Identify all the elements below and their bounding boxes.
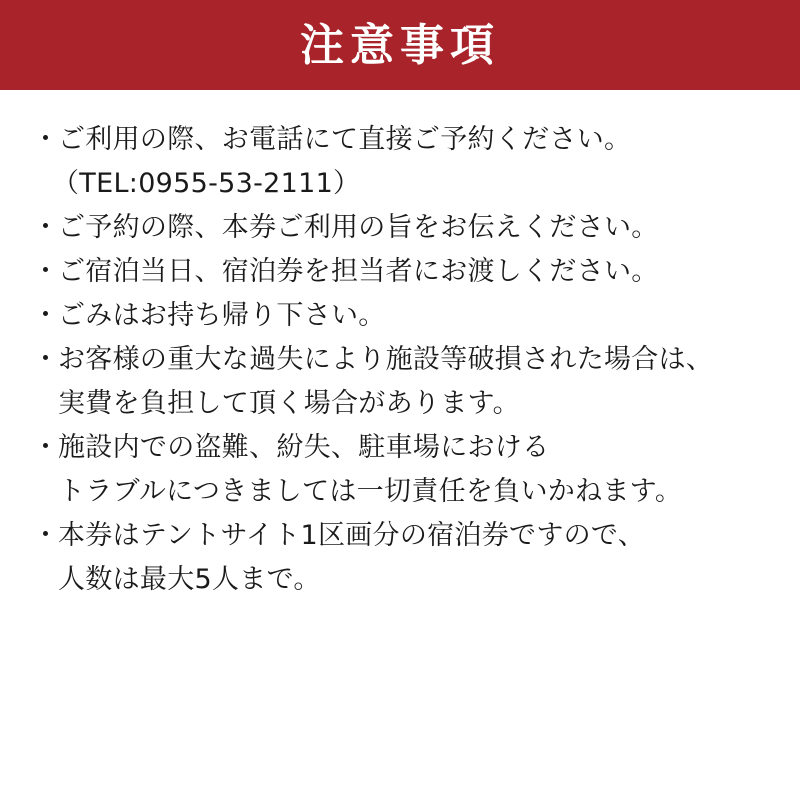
note-item-damage: [0, 338, 800, 426]
note-text: ごみはお持ち帰り下さい。: [58, 300, 386, 331]
note-text: お客様の重大な過失により施設等破損された場合は、: [58, 344, 714, 375]
note-item-hand-over: [0, 250, 800, 294]
note-text: 施設内での盗難、紛失、駐車場における: [58, 432, 550, 463]
note-item-theft: [0, 426, 800, 514]
note-item-reservation-call: [0, 118, 800, 206]
bullet-mark: ・: [32, 256, 59, 287]
bullet-mark: ・: [32, 212, 59, 243]
bullet-mark: ・: [32, 124, 59, 155]
bullet-mark: ・: [32, 520, 59, 551]
note-text: ご利用の際、お電話にて直接ご予約ください。: [58, 124, 632, 155]
bullet-mark: ・: [32, 432, 59, 463]
note-text-continued: トラブルにつきましては一切責任を負いかねます。: [58, 476, 683, 507]
note-text: ご宿泊当日、宿泊券を担当者にお渡しください。: [58, 256, 659, 287]
note-text-continued: 人数は最大5人まで。: [58, 564, 321, 595]
note-text: ご予約の際、本券ご利用の旨をお伝えください。: [58, 212, 659, 243]
notes-list: [0, 118, 800, 602]
note-item-garbage: [0, 294, 800, 338]
note-text: 本券はテントサイト1区画分の宿泊券ですので、: [58, 520, 645, 551]
page-title: 注意事項: [300, 20, 500, 71]
note-text-continued: 実費を負担して頂く場合があります。: [58, 388, 520, 419]
phone-number: （TEL:0955-53-2111）: [52, 168, 361, 199]
bullet-mark: ・: [32, 300, 59, 331]
note-item-ticket-use: [0, 206, 800, 250]
note-item-capacity: [0, 514, 800, 602]
bullet-mark: ・: [32, 344, 59, 375]
header-banner: [0, 0, 800, 90]
